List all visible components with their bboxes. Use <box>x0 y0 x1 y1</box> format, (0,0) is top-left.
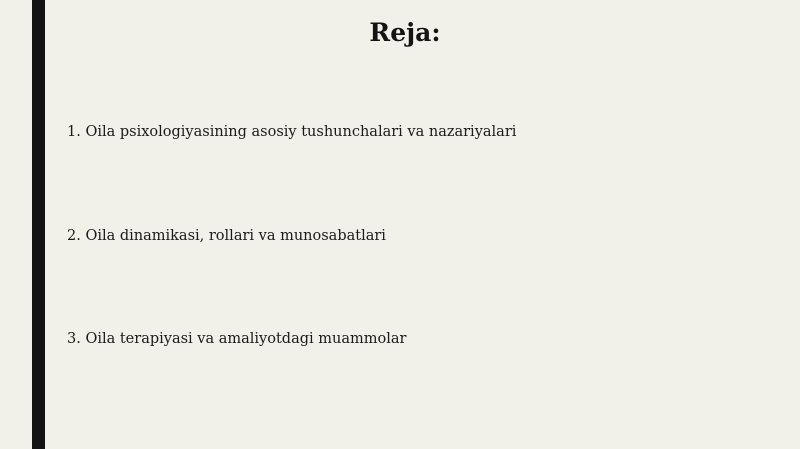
slide-title: Reja: <box>369 18 441 47</box>
left-accent-bar <box>32 0 45 449</box>
list-item-1: 1. Oila psixologiyasining asosiy tushunchalari va nazariyalari <box>67 124 517 140</box>
list-item-2: 2. Oila dinamikasi, rollari va munosabatlari <box>67 228 386 244</box>
list-item-3: 3. Oila terapiyasi va amaliyotdagi muammolar <box>67 331 407 347</box>
